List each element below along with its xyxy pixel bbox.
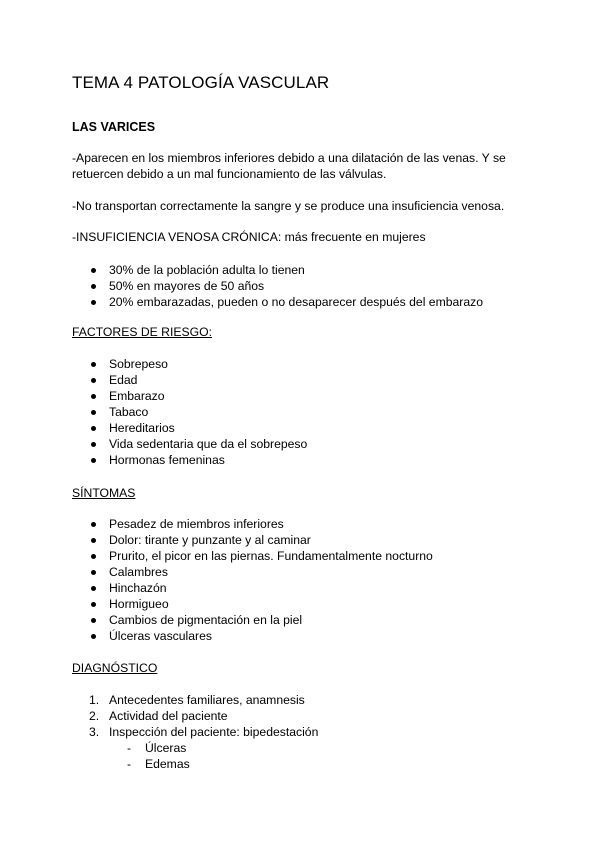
diagnostico-heading: DIAGNÓSTICO bbox=[72, 661, 158, 675]
varices-heading: LAS VARICES bbox=[72, 120, 156, 134]
bullet-icon bbox=[91, 426, 96, 431]
list-item: Úlceras vasculares bbox=[72, 628, 433, 644]
sintomas-list bbox=[72, 516, 433, 644]
factores-heading: FACTORES DE RIESGO: bbox=[72, 325, 212, 339]
varices-paragraph-3: -INSUFICIENCIA VENOSA CRÓNICA: más frecuente en mujeres bbox=[72, 230, 426, 244]
bullet-icon bbox=[91, 362, 96, 367]
list-item: Pesadez de miembros inferiores bbox=[72, 516, 433, 532]
list-item: Dolor: tirante y punzante y al caminar bbox=[72, 532, 433, 548]
bullet-icon bbox=[91, 618, 96, 623]
list-item: - Edemas bbox=[127, 757, 190, 771]
bullet-icon bbox=[91, 554, 96, 559]
diagnostico-list bbox=[72, 692, 318, 740]
factores-list bbox=[72, 356, 307, 468]
list-item: Hinchazón bbox=[72, 580, 433, 596]
page-title: TEMA 4 PATOLOGÍA VASCULAR bbox=[72, 73, 330, 92]
varices-paragraph-1: -Aparecen en los miembros inferiores debido a una dilatación de las venas. Y se retuercen debido a un mal funcionamiento de las válvulas. bbox=[72, 151, 506, 181]
list-item: - Úlceras bbox=[127, 741, 187, 755]
bullet-icon bbox=[91, 538, 96, 543]
list-item: Prurito, el picor en las piernas. Fundamentalmente nocturno bbox=[72, 548, 433, 564]
list-item: Cambios de pigmentación en la piel bbox=[72, 612, 433, 628]
list-item: Hormigueo bbox=[72, 596, 433, 612]
bullet-icon bbox=[91, 284, 96, 289]
varices-paragraph-2: -No transportan correctamente la sangre y se produce una insuficiencia venosa. bbox=[72, 199, 505, 213]
list-item: 30% de la población adulta lo tienen bbox=[72, 262, 483, 278]
bullet-icon bbox=[91, 394, 96, 399]
list-item: 1. Antecedentes familiares, anamnesis bbox=[89, 693, 305, 707]
list-item: 20% embarazadas, pueden o no desaparecer después del embarazo bbox=[72, 294, 483, 310]
bullet-icon bbox=[91, 522, 96, 527]
list-item: 3. Inspección del paciente: bipedestación bbox=[89, 725, 319, 739]
bullet-icon bbox=[91, 300, 96, 305]
list-item: Calambres bbox=[72, 564, 433, 580]
list-item: Hereditarios bbox=[72, 420, 307, 436]
bullet-icon bbox=[91, 586, 96, 591]
bullet-icon bbox=[91, 268, 96, 273]
list-item: Vida sedentaria que da el sobrepeso bbox=[72, 436, 307, 452]
list-item: Edad bbox=[72, 372, 307, 388]
bullet-icon bbox=[91, 570, 96, 575]
bullet-icon bbox=[91, 602, 96, 607]
bullet-icon bbox=[91, 378, 96, 383]
bullet-icon bbox=[91, 458, 96, 463]
diagnostico-sublist bbox=[72, 740, 190, 772]
list-item: 2. Actividad del paciente bbox=[89, 709, 228, 723]
sintomas-heading: SÍNTOMAS bbox=[72, 486, 136, 500]
bullet-icon bbox=[91, 442, 96, 447]
list-item: Embarazo bbox=[72, 388, 307, 404]
varices-stats-list bbox=[72, 262, 483, 310]
bullet-icon bbox=[91, 410, 96, 415]
bullet-icon bbox=[91, 634, 96, 639]
list-item: Tabaco bbox=[72, 404, 307, 420]
list-item: Hormonas femeninas bbox=[72, 452, 307, 468]
list-item: 50% en mayores de 50 años bbox=[72, 278, 483, 294]
list-item: Sobrepeso bbox=[72, 356, 307, 372]
